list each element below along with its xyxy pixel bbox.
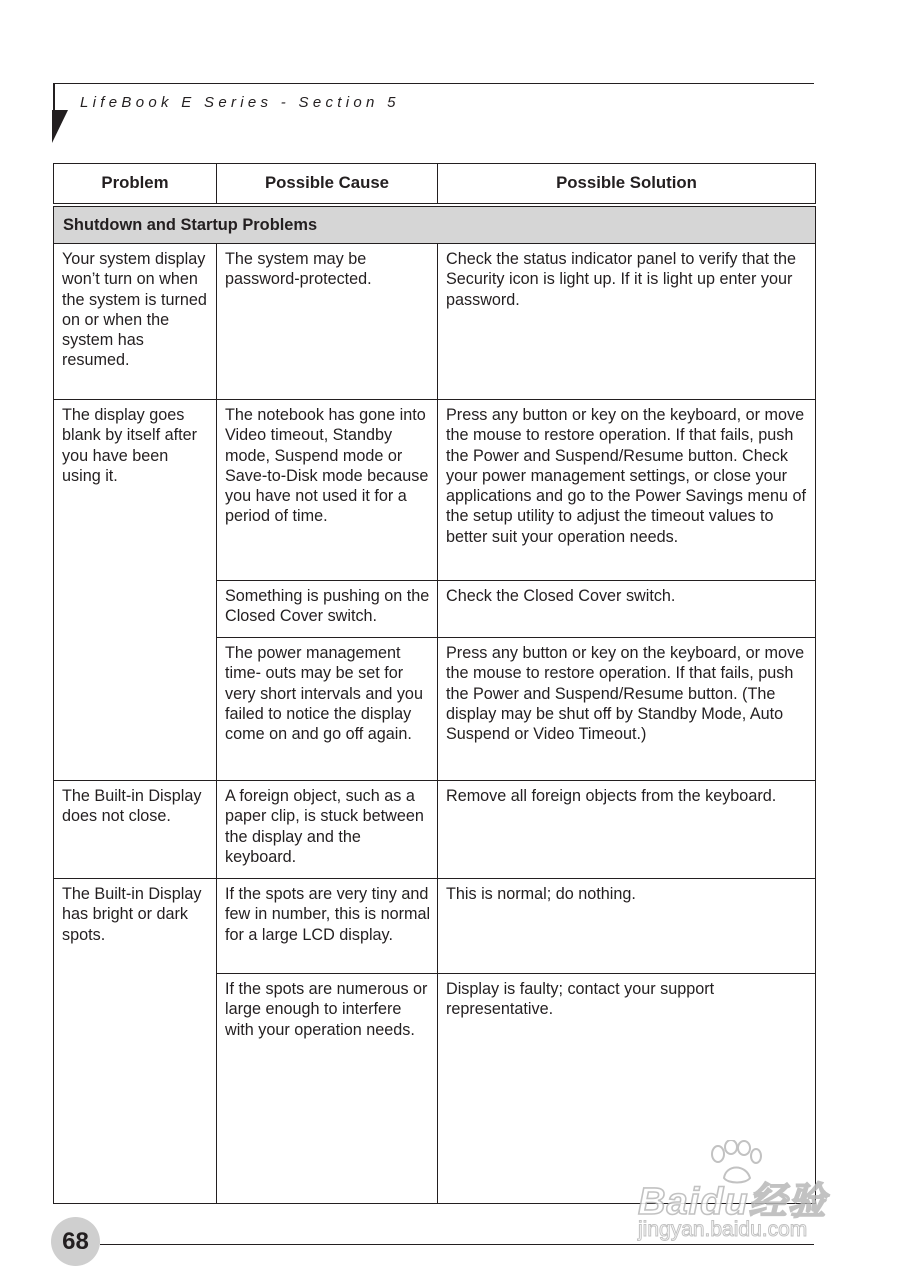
header-rule	[53, 83, 814, 84]
solution-cell: Remove all foreign objects from the keyboard.	[438, 781, 816, 879]
solution-cell: Press any button or key on the keyboard, or move the mouse to restore operation. If that fails, push the Power and Suspend/Resume button. Check your power management settings, or close your applications and go to the Power Savings menu of the setup utility to adjust the timeout values to better suit your operation needs.	[438, 400, 816, 581]
cause-cell: If the spots are very tiny and few in number, this is normal for a large LCD display.	[217, 879, 438, 974]
page-number: 68	[62, 1227, 89, 1255]
problem-cell: Your system display won’t turn on when the system is turned on or when the system has resumed.	[54, 244, 217, 400]
troubleshooting-table	[53, 163, 816, 1204]
problem-cell: The Built-in Display does not close.	[54, 781, 217, 879]
section-row	[54, 205, 816, 244]
table-row	[54, 400, 816, 581]
table-row	[54, 244, 816, 400]
table-row	[54, 781, 816, 879]
header-corner-mark	[52, 110, 68, 143]
solution-cell: Check the status indicator panel to verify that the Security icon is light up. If it is light up enter your password.	[438, 244, 816, 400]
column-header-cause: Possible Cause	[217, 164, 438, 206]
solution-cell: Check the Closed Cover switch.	[438, 581, 816, 638]
cause-cell: The system may be password-protected.	[217, 244, 438, 400]
cause-cell: If the spots are numerous or large enough to interfere with your operation needs.	[217, 974, 438, 1204]
header-left-rule	[53, 83, 55, 113]
problem-cell: The Built-in Display has bright or dark spots.	[54, 879, 217, 1204]
table-row	[54, 879, 816, 974]
column-header-solution: Possible Solution	[438, 164, 816, 206]
solution-cell: Display is faulty; contact your support representative.	[438, 974, 816, 1204]
baidu-watermark	[636, 1140, 846, 1250]
cause-cell: Something is pushing on the Closed Cover switch.	[217, 581, 438, 638]
table-header-row	[54, 164, 816, 206]
cause-cell: The power management time- outs may be set for very short intervals and you failed to notice the display come on and go off again.	[217, 638, 438, 781]
section-title: Shutdown and Startup Problems	[54, 205, 816, 244]
running-head: LifeBook E Series - Section 5	[80, 94, 400, 111]
watermark-url: jingyan.baidu.com	[638, 1218, 808, 1241]
cause-cell: The notebook has gone into Video timeout, Standby mode, Suspend mode or Save-to-Disk mode because you have not used it for a period of time.	[217, 400, 438, 581]
page-number-badge	[51, 1217, 100, 1266]
cause-cell: A foreign object, such as a paper clip, is stuck between the display and the keyboard.	[217, 781, 438, 879]
solution-cell: This is normal; do nothing.	[438, 879, 816, 974]
watermark-brand: Baidu经验	[638, 1181, 827, 1223]
problem-cell: The display goes blank by itself after you have been using it.	[54, 400, 217, 781]
solution-cell: Press any button or key on the keyboard, or move the mouse to restore operation. If that fails, push the Power and Suspend/Resume button. (The display may be shut off by Standby Mode, Auto Suspend or Video Timeout.)	[438, 638, 816, 781]
column-header-problem: Problem	[54, 164, 217, 206]
